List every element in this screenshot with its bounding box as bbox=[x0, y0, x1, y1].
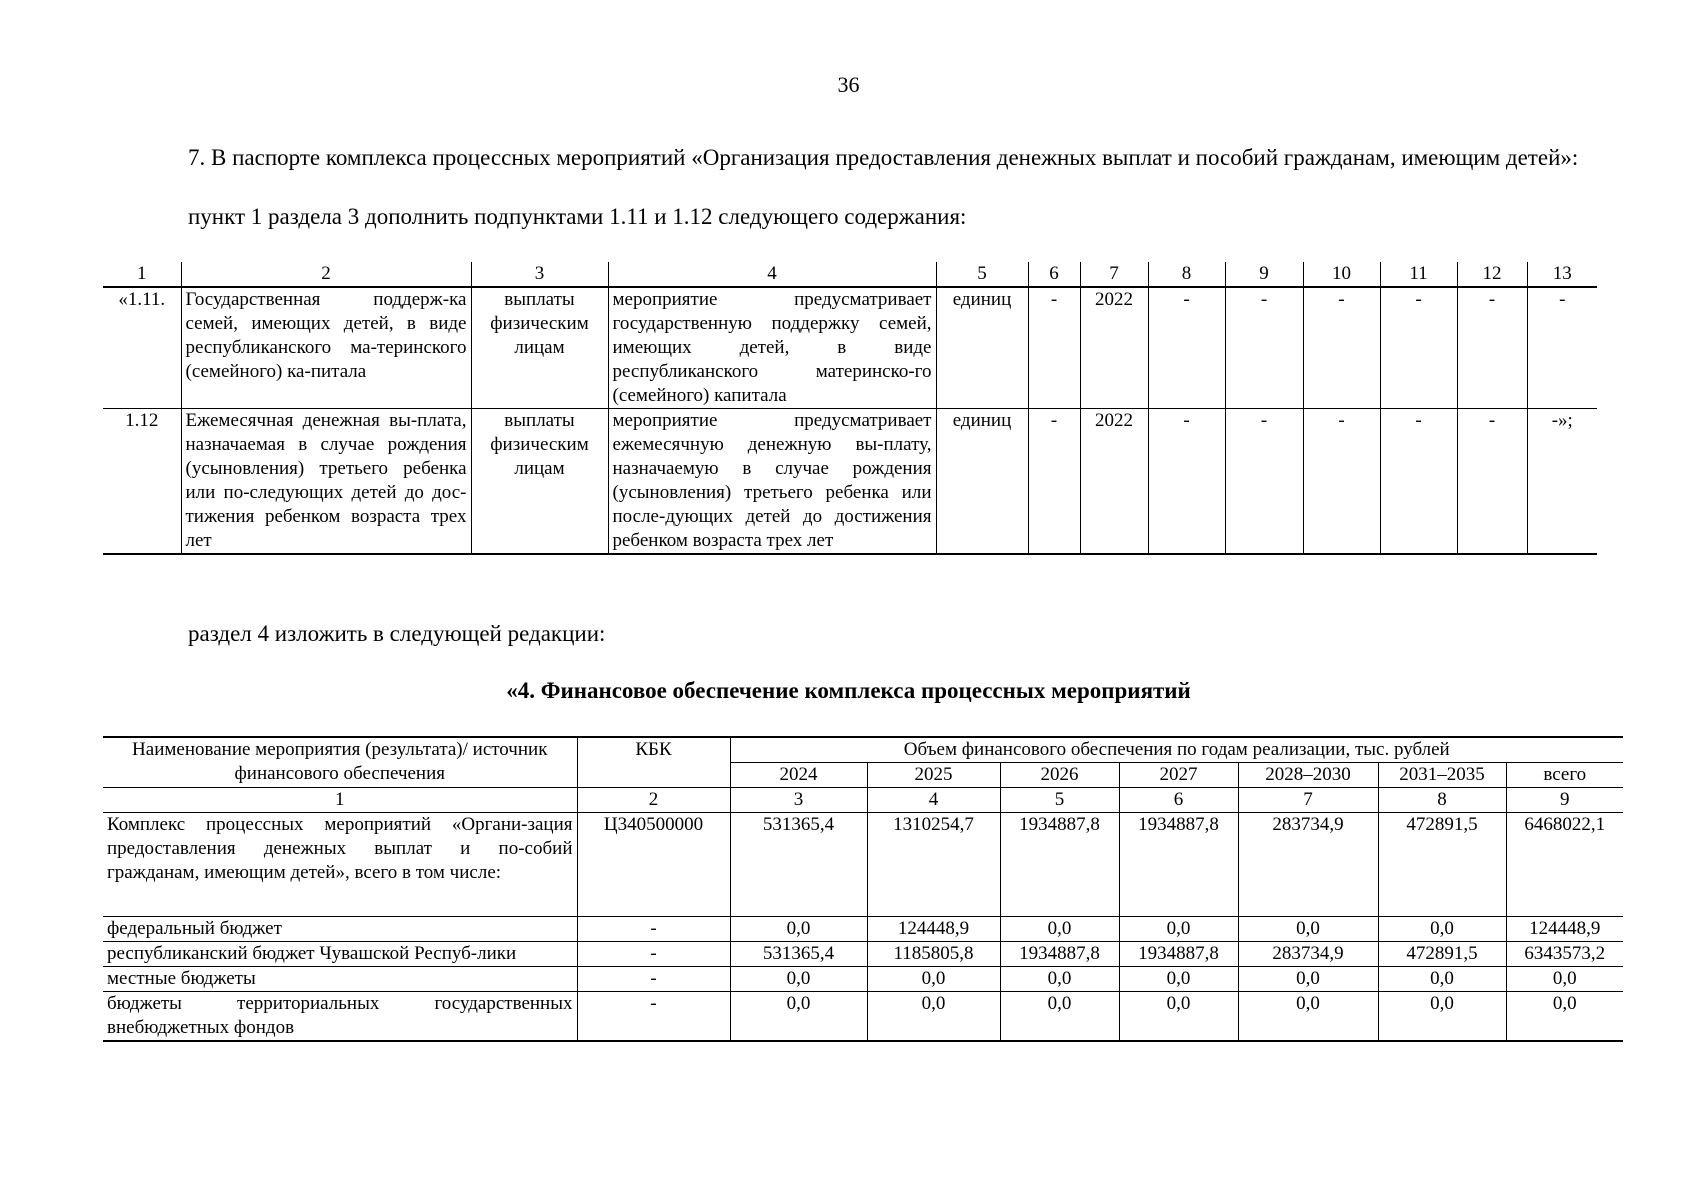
table-cell: 1310254,7 bbox=[867, 813, 1000, 917]
table-cell: 0,0 bbox=[1506, 992, 1623, 1042]
table-cell: 472891,5 bbox=[1378, 813, 1506, 917]
column-number: 3 bbox=[730, 788, 867, 813]
table-row bbox=[103, 967, 1623, 992]
table-cell: -»; bbox=[1527, 409, 1597, 555]
table-cell: выплаты физическим лицам bbox=[471, 409, 608, 555]
table-cell: 531365,4 bbox=[730, 813, 867, 917]
table-row bbox=[103, 992, 1623, 1042]
table-cell: 0,0 bbox=[1000, 917, 1119, 942]
table-cell: - bbox=[1225, 409, 1303, 555]
table-cell: 0,0 bbox=[730, 967, 867, 992]
table-cell: 124448,9 bbox=[867, 917, 1000, 942]
column-number: 2 bbox=[577, 788, 730, 813]
table-header-row bbox=[103, 262, 1597, 287]
table-cell: 0,0 bbox=[1378, 967, 1506, 992]
table-cell: - bbox=[1380, 409, 1457, 555]
row-name: бюджеты территориальных государственных внебюджетных фондов bbox=[103, 992, 577, 1042]
table-cell: - bbox=[1303, 409, 1380, 555]
header-cell: 9 bbox=[1225, 262, 1303, 287]
column-number: 5 bbox=[1000, 788, 1119, 813]
table-cell: 0,0 bbox=[1238, 917, 1378, 942]
header-cell: 2 bbox=[181, 262, 471, 287]
row-kbk: Ц340500000 bbox=[577, 813, 730, 917]
table-cell: 0,0 bbox=[1238, 992, 1378, 1042]
table-cell: Ежемесячная денежная вы-плата, назначаемая в случае рождения (усыновления) третьего ребенка или по-следующих детей до дос-тижения ребенком возраста трех лет bbox=[181, 409, 471, 555]
table-cell: мероприятие предусматривает государственную поддержку семей, имеющих детей, в виде республиканского материнско-го (семейного) капитала bbox=[608, 287, 936, 409]
table-cell: 0,0 bbox=[1238, 967, 1378, 992]
table-cell: 1934887,8 bbox=[1000, 942, 1119, 967]
column-number: 6 bbox=[1119, 788, 1238, 813]
table-cell: 1934887,8 bbox=[1119, 813, 1238, 917]
table-cell: 0,0 bbox=[1119, 992, 1238, 1042]
table-cell: 283734,9 bbox=[1238, 813, 1378, 917]
header-cell: 7 bbox=[1080, 262, 1148, 287]
table-cell: 0,0 bbox=[1000, 992, 1119, 1042]
year-cell: 2026 bbox=[1000, 763, 1119, 788]
table-cell: 0,0 bbox=[730, 917, 867, 942]
row-kbk: - bbox=[577, 992, 730, 1042]
table-cell: - bbox=[1148, 409, 1225, 555]
table-row bbox=[103, 942, 1623, 967]
row-name: республиканский бюджет Чувашской Респуб-лики bbox=[103, 942, 577, 967]
page-number: 36 bbox=[837, 72, 860, 97]
table-cell: 1934887,8 bbox=[1000, 813, 1119, 917]
table-cell: единиц bbox=[936, 409, 1028, 555]
table-cell: единиц bbox=[936, 287, 1028, 409]
table-cell: 1185805,8 bbox=[867, 942, 1000, 967]
table-cell: 0,0 bbox=[1378, 917, 1506, 942]
header-name: Наименование мероприятия (результата)/ источник финансового обеспечения bbox=[103, 737, 577, 788]
table-cell: Государственная поддерж-ка семей, имеющих детей, в виде республиканского ма-теринского (семейного) ка-питала bbox=[181, 287, 471, 409]
table-cell: 2022 bbox=[1080, 409, 1148, 555]
table-row bbox=[103, 409, 1597, 555]
table-cell: 283734,9 bbox=[1238, 942, 1378, 967]
section-title: «4. Финансовое обеспечение комплекса процессных мероприятий bbox=[506, 678, 1191, 703]
table-cell: 6468022,1 bbox=[1506, 813, 1623, 917]
year-cell: всего bbox=[1506, 763, 1623, 788]
table-cell: 0,0 bbox=[1119, 967, 1238, 992]
table-row bbox=[103, 917, 1623, 942]
table-cell: 2022 bbox=[1080, 287, 1148, 409]
header-kbk: КБК bbox=[577, 737, 730, 788]
table-cell: - bbox=[1028, 287, 1080, 409]
table-row bbox=[103, 287, 1597, 409]
table-cell: 0,0 bbox=[1119, 917, 1238, 942]
column-number: 9 bbox=[1506, 788, 1623, 813]
year-cell: 2024 bbox=[730, 763, 867, 788]
table-cell: 6343573,2 bbox=[1506, 942, 1623, 967]
table-cell: 1934887,8 bbox=[1119, 942, 1238, 967]
financing-table bbox=[103, 736, 1623, 1042]
table-cell: - bbox=[1380, 287, 1457, 409]
header-cell: 13 bbox=[1527, 262, 1597, 287]
table-cell: 0,0 bbox=[867, 992, 1000, 1042]
header-cell: 12 bbox=[1457, 262, 1527, 287]
header-cell: 10 bbox=[1303, 262, 1380, 287]
column-number: 1 bbox=[103, 788, 577, 813]
table-cell: - bbox=[1457, 287, 1527, 409]
column-number: 8 bbox=[1378, 788, 1506, 813]
table-cell: «1.11. bbox=[103, 287, 181, 409]
row-name: местные бюджеты bbox=[103, 967, 577, 992]
row-kbk: - bbox=[577, 917, 730, 942]
year-cell: 2027 bbox=[1119, 763, 1238, 788]
row-kbk: - bbox=[577, 967, 730, 992]
table-cell: 1.12 bbox=[103, 409, 181, 555]
row-kbk: - bbox=[577, 942, 730, 967]
table-cell: 472891,5 bbox=[1378, 942, 1506, 967]
row-name: федеральный бюджет bbox=[103, 917, 577, 942]
table-cell: 0,0 bbox=[1378, 992, 1506, 1042]
intro-paragraph: 7. В паспорте комплекса процессных мероприятий «Организация предоставления денежных выплат и пособий гражданам, имеющим детей»: bbox=[188, 145, 1579, 170]
table-cell: - bbox=[1527, 287, 1597, 409]
table-cell: - bbox=[1303, 287, 1380, 409]
table-cell: 0,0 bbox=[1000, 967, 1119, 992]
header-cell: 5 bbox=[936, 262, 1028, 287]
table-cell: - bbox=[1148, 287, 1225, 409]
column-number: 4 bbox=[867, 788, 1000, 813]
table-cell: - bbox=[1225, 287, 1303, 409]
table-cell: 0,0 bbox=[1506, 967, 1623, 992]
header-cell: 8 bbox=[1148, 262, 1225, 287]
year-cell: 2031–2035 bbox=[1378, 763, 1506, 788]
row-name: Комплекс процессных мероприятий «Органи-зация предоставления денежных выплат и по-собий гражданам, имеющим детей», всего в том числе: bbox=[103, 813, 577, 917]
table-header-row bbox=[103, 737, 1623, 763]
table-row bbox=[103, 813, 1623, 917]
header-cell: 3 bbox=[471, 262, 608, 287]
column-number: 7 bbox=[1238, 788, 1378, 813]
header-cell: 4 bbox=[608, 262, 936, 287]
table-cell: мероприятие предусматривает ежемесячную денежную вы-плату, назначаемую в случае рождения (усыновления) третьего ребенка или после-дующих детей до достижения ребенком возраста трех лет bbox=[608, 409, 936, 555]
header-cell: 6 bbox=[1028, 262, 1080, 287]
header-volume: Объем финансового обеспечения по годам реализации, тыс. рублей bbox=[730, 737, 1623, 763]
table-cell: - bbox=[1457, 409, 1527, 555]
table-cell: 124448,9 bbox=[1506, 917, 1623, 942]
header-cell: 1 bbox=[103, 262, 181, 287]
header-cell: 11 bbox=[1380, 262, 1457, 287]
table-cell: выплаты физическим лицам bbox=[471, 287, 608, 409]
amendment-paragraph: пункт 1 раздела 3 дополнить подпунктами 1.11 и 1.12 следующего содержания: bbox=[188, 204, 967, 229]
table-cell: 0,0 bbox=[867, 967, 1000, 992]
table-cell: - bbox=[1028, 409, 1080, 555]
table-cell: 0,0 bbox=[730, 992, 867, 1042]
section-4-paragraph: раздел 4 изложить в следующей редакции: bbox=[188, 621, 606, 646]
year-cell: 2028–2030 bbox=[1238, 763, 1378, 788]
subitems-table bbox=[103, 262, 1597, 555]
table-cell: 531365,4 bbox=[730, 942, 867, 967]
column-numbers-row bbox=[103, 788, 1623, 813]
year-cell: 2025 bbox=[867, 763, 1000, 788]
